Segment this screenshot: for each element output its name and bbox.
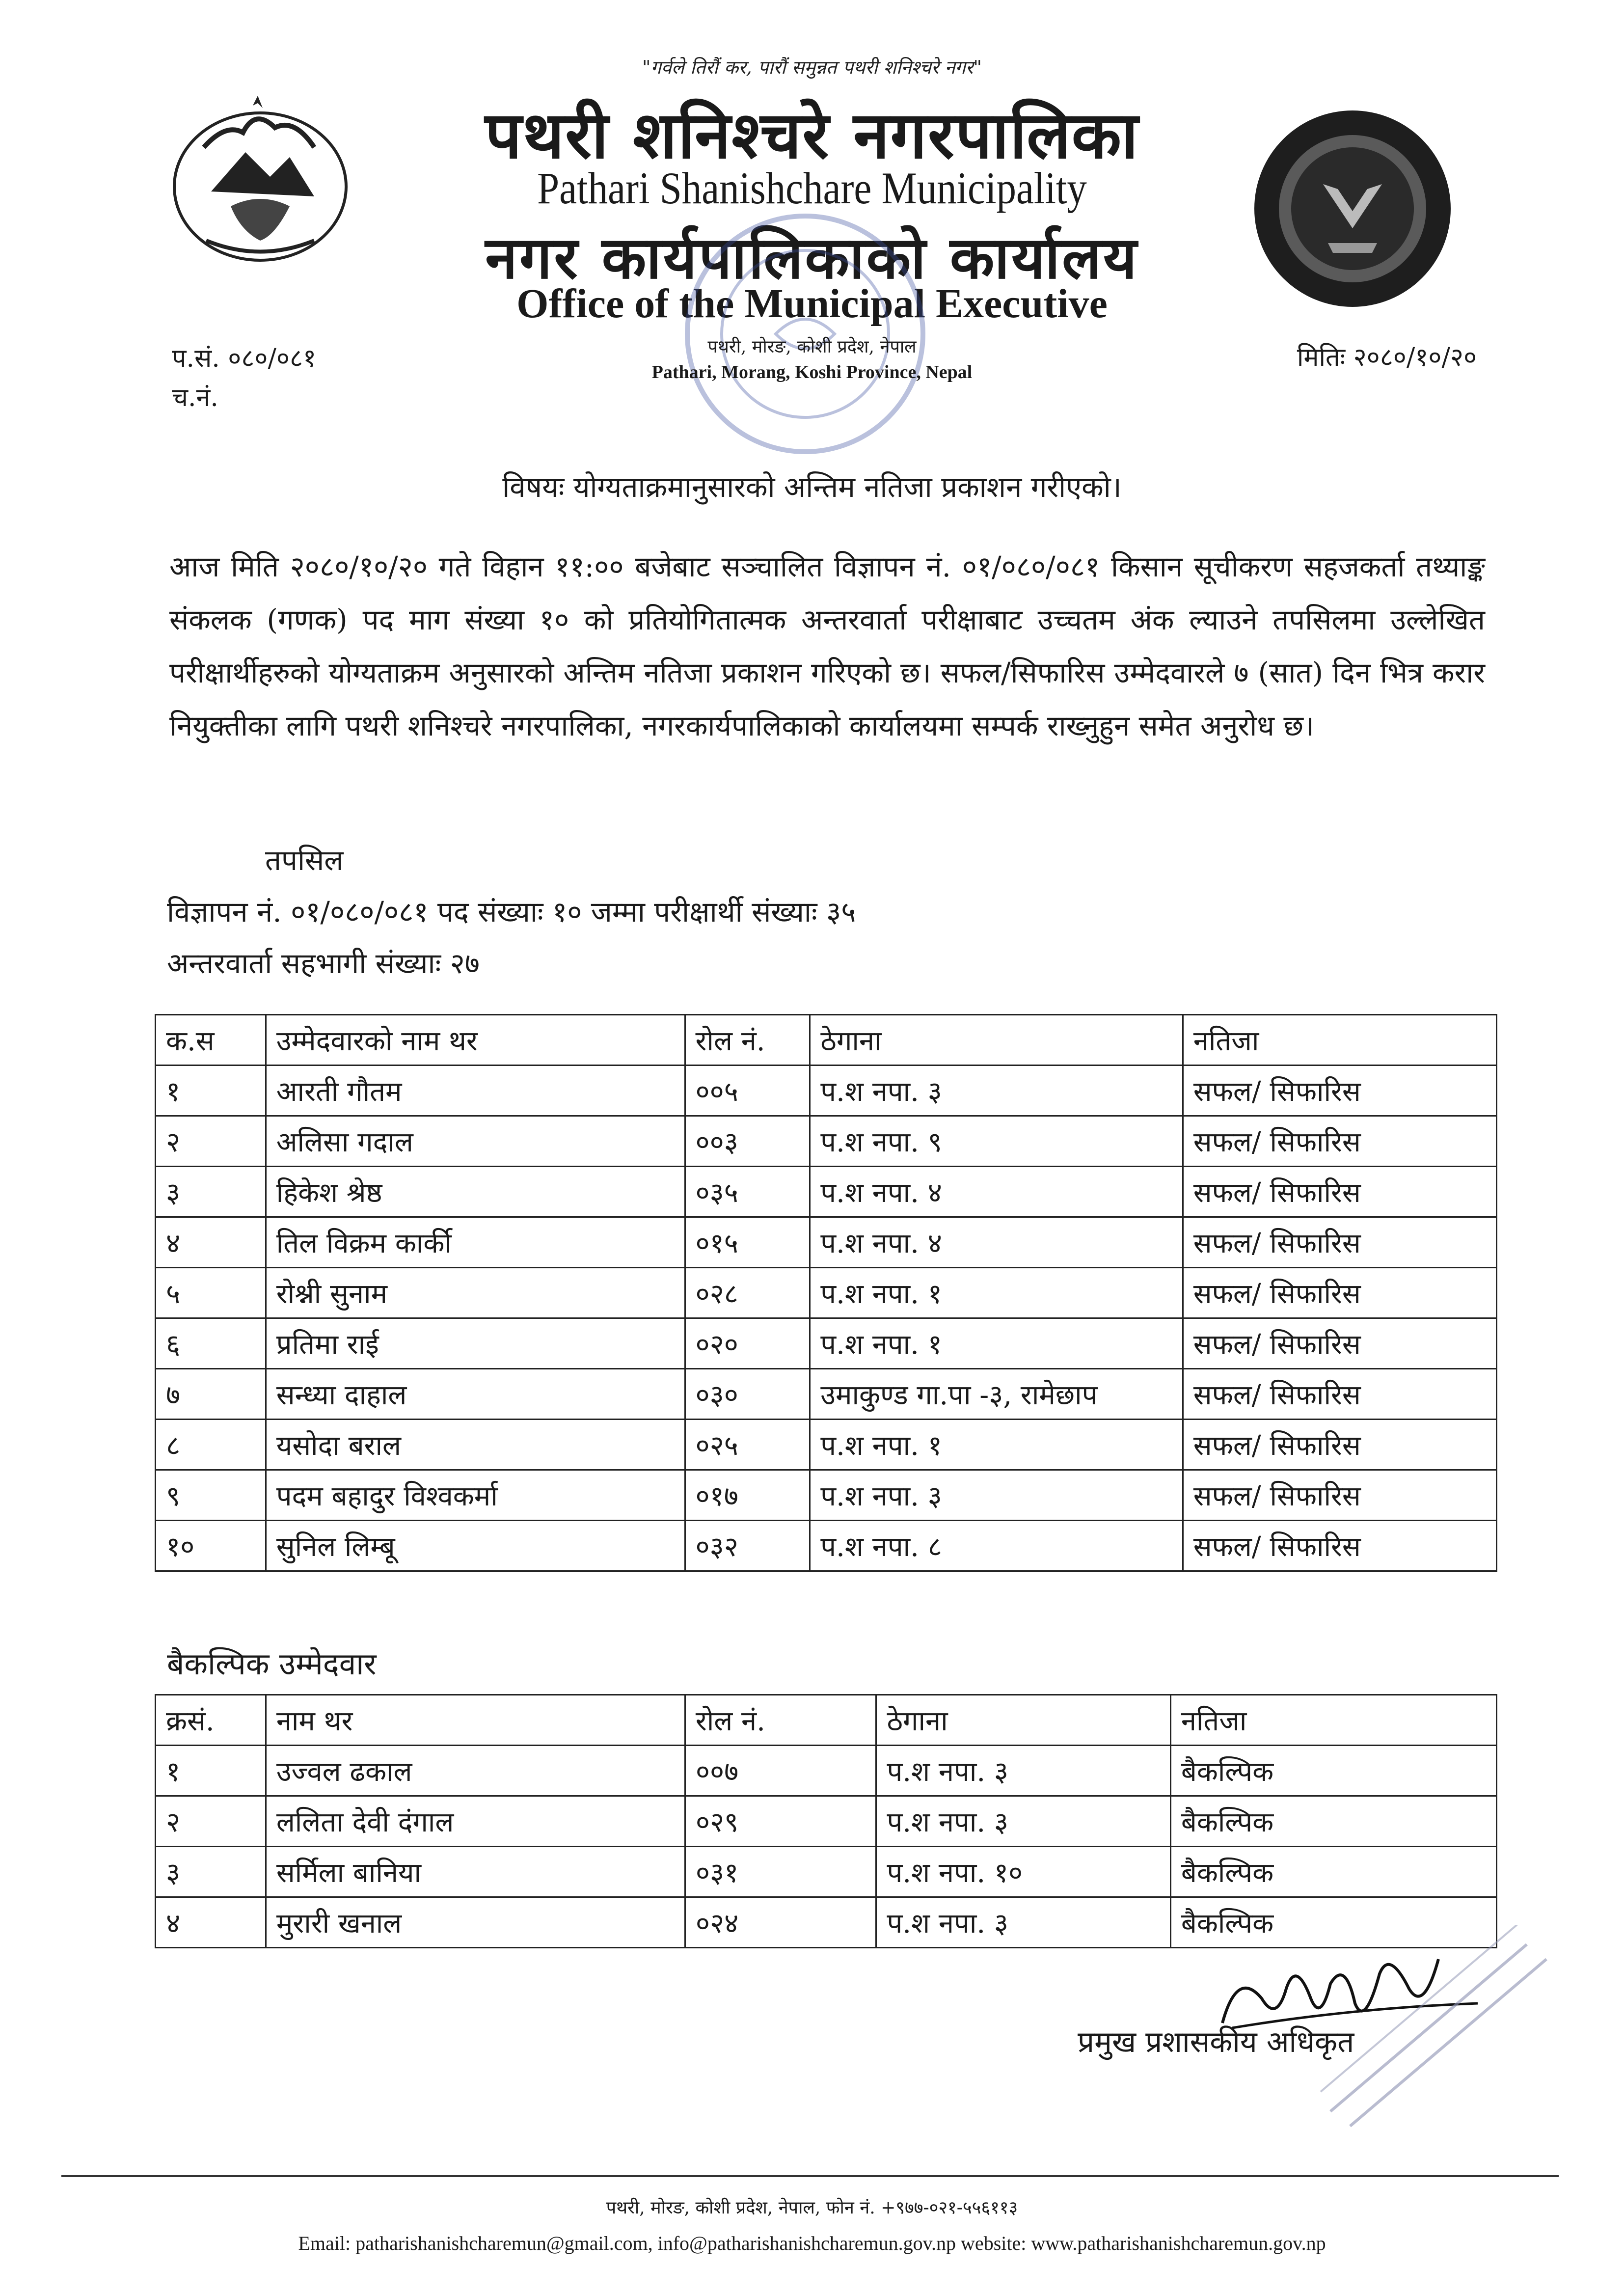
cell-name: आरती गौतम — [266, 1066, 685, 1116]
tapasil-label: तपसिल — [265, 844, 344, 877]
cell-name: रोश्नी सुनाम — [266, 1268, 685, 1318]
cell-address: प.श नपा. ९ — [810, 1116, 1183, 1167]
office-address-english: Pathari, Morang, Koshi Province, Nepal — [651, 362, 973, 383]
table-header-row — [156, 1015, 1497, 1066]
cell-roll: ०२८ — [685, 1268, 810, 1318]
cell-name: प्रतिमा राई — [266, 1318, 685, 1369]
office-address-nepali: पथरी, मोरङ, कोशी प्रदेश, नेपाल — [707, 337, 917, 357]
cell-name: सुनिल लिम्बू — [266, 1521, 685, 1571]
cell-roll: ०२५ — [685, 1420, 810, 1470]
cell-roll: ०२० — [685, 1318, 810, 1369]
table-row — [156, 1217, 1497, 1268]
cell-roll: ०३२ — [685, 1521, 810, 1571]
table-row — [156, 1167, 1497, 1217]
alternate-candidates-table — [155, 1694, 1497, 1948]
cell-serial: ६ — [156, 1318, 266, 1369]
signatory-title: प्रमुख प्रशासकीय अधिकृत — [1078, 2025, 1354, 2059]
cell-name: ललिता देवी दंगाल — [266, 1796, 685, 1847]
cell-address: प.श नपा. ८ — [810, 1521, 1183, 1571]
cell-serial: १० — [156, 1521, 266, 1571]
table-row — [156, 1847, 1497, 1897]
footer-divider — [61, 2175, 1559, 2177]
cell-address: प.श नपा. १ — [810, 1318, 1183, 1369]
office-name-nepali: नगर कार्यपालिकाको कार्यालय — [485, 223, 1139, 292]
cell-result: सफल/ सिफारिस — [1183, 1116, 1496, 1167]
cell-address: प.श नपा. १ — [810, 1268, 1183, 1318]
cell-serial: ८ — [156, 1420, 266, 1470]
cell-roll: ०३५ — [685, 1167, 810, 1217]
table-header-row — [156, 1695, 1497, 1746]
cell-name: यसोदा बराल — [266, 1420, 685, 1470]
cell-address: प.श नपा. १० — [876, 1847, 1170, 1897]
cell-roll: ००५ — [685, 1066, 810, 1116]
cell-address: प.श नपा. ४ — [810, 1217, 1183, 1268]
office-name-english: Office of the Municipal Executive — [516, 281, 1108, 327]
table-row — [156, 1066, 1497, 1116]
table-row — [156, 1521, 1497, 1571]
col-address: ठेगाना — [810, 1015, 1183, 1066]
letter-date: मितिः २०८०/१०/२० — [1297, 343, 1477, 372]
table-row — [156, 1268, 1497, 1318]
cell-serial: ५ — [156, 1268, 266, 1318]
cell-address: प.श नपा. ३ — [876, 1897, 1170, 1948]
cell-name: पदम बहादुर विश्वकर्मा — [266, 1470, 685, 1521]
cell-roll: ०२९ — [685, 1796, 876, 1847]
cell-roll: ००७ — [685, 1746, 876, 1796]
cell-serial: ४ — [156, 1897, 266, 1948]
cell-serial: २ — [156, 1796, 266, 1847]
cell-serial: २ — [156, 1116, 266, 1167]
cell-serial: १ — [156, 1746, 266, 1796]
cell-serial: ९ — [156, 1470, 266, 1521]
cell-name: सन्ध्या दाहाल — [266, 1369, 685, 1420]
cell-serial: १ — [156, 1066, 266, 1116]
alternate-candidates-heading: बैकल्पिक उम्मेदवार — [167, 1646, 377, 1682]
cell-result: सफल/ सिफारिस — [1183, 1521, 1496, 1571]
cell-result: सफल/ सिफारिस — [1183, 1066, 1496, 1116]
footer-address-phone: पथरी, मोरङ, कोशी प्रदेश, नेपाल, फोन नं. +९७७-०२१-५५६११३ — [606, 2198, 1018, 2218]
reference-block — [172, 339, 316, 417]
table-row — [156, 1420, 1497, 1470]
cell-result: बैकल्पिक — [1170, 1746, 1496, 1796]
cell-serial: ३ — [156, 1167, 266, 1217]
letter-subject: विषयः योग्यताक्रमानुसारको अन्तिम नतिजा प्रकाशन गरीएको। — [502, 470, 1122, 504]
col-serial: क्रसं. — [156, 1695, 266, 1746]
cell-name: हिकेश श्रेष्ठ — [266, 1167, 685, 1217]
table-row — [156, 1746, 1497, 1796]
col-name: नाम थर — [266, 1695, 685, 1746]
cell-roll: ०१५ — [685, 1217, 810, 1268]
cell-roll: ०१७ — [685, 1470, 810, 1521]
table-row — [156, 1470, 1497, 1521]
cell-name: सर्मिला बानिया — [266, 1847, 685, 1897]
cell-serial: ३ — [156, 1847, 266, 1897]
reference-number: प.सं. ०८०/०८१ — [172, 344, 317, 373]
cell-address: प.श नपा. ४ — [810, 1167, 1183, 1217]
cell-roll: ००३ — [685, 1116, 810, 1167]
cell-result: सफल/ सिफारिस — [1183, 1420, 1496, 1470]
cell-address: प.श नपा. ३ — [810, 1470, 1183, 1521]
cell-result: सफल/ सिफारिस — [1183, 1268, 1496, 1318]
cell-result: बैकल्पिक — [1170, 1796, 1496, 1847]
cell-serial: ७ — [156, 1369, 266, 1420]
cell-name: अलिसा गदाल — [266, 1116, 685, 1167]
cell-address: प.श नपा. १ — [810, 1420, 1183, 1470]
table-row — [156, 1796, 1497, 1847]
table-row — [156, 1318, 1497, 1369]
col-result: नतिजा — [1170, 1695, 1496, 1746]
col-roll-no: रोल नं. — [685, 1695, 876, 1746]
cell-result: बैकल्पिक — [1170, 1897, 1496, 1948]
cell-roll: ०२४ — [685, 1897, 876, 1948]
col-roll-no: रोल नं. — [685, 1015, 810, 1066]
letter-body: आज मिति २०८०/१०/२० गते विहान ११:०० बजेबाट सञ्चालित विज्ञापन नं. ०१/०८०/०८१ किसान सूचीकरण सहजकर्ता तथ्याङ्क संकलक (गणक) पद माग संख्या १० को प्रतियोगितात्मक अन्तरवार्ता परीक्षाबाट उच्चतम अंक ल्याउने तपसिलमा उल्लेखित परीक्षार्थीहरुको योग्यताक्रम अनुसारको अन्तिम नतिजा प्रकाशन गरिएको छ। सफल/सिफारिस उम्मेदवारले ७ (सात) दिन भित्र करार नियुक्तीका लागि पथरी शनिश्चरे नगरपालिका, नगरकार्यपालिकाको कार्यालयमा सम्पर्क राख्नुहुन समेत अनुरोध छ। — [169, 550, 1485, 742]
cell-result: सफल/ सिफारिस — [1183, 1369, 1496, 1420]
municipality-name-nepali: पथरी शनिश्चरे नगरपालिका — [485, 97, 1139, 173]
municipal-motto: "गर्वले तिरौं कर, पारौं समुन्नत पथरी शनिश्चरे नगर" — [642, 56, 982, 78]
cell-result: सफल/ सिफारिस — [1183, 1318, 1496, 1369]
municipality-name-english: Pathari Shanishchare Municipality — [537, 163, 1087, 213]
cell-address: प.श नपा. ३ — [876, 1746, 1170, 1796]
table-row — [156, 1369, 1497, 1420]
footer-contact-info: Email: patharishanishcharemun@gmail.com, info@patharishanishcharemun.gov.np website: www.patharishanishcharemun.gov.np — [298, 2232, 1326, 2254]
col-candidate-name: उम्मेदवारको नाम थर — [266, 1015, 685, 1066]
dispatch-number: च.नं. — [172, 383, 218, 412]
col-address: ठेगाना — [876, 1695, 1170, 1746]
advertisement-details: विज्ञापन नं. ०१/०८०/०८१ पद संख्याः १० जम्मा परीक्षार्थी संख्याः ३५ — [167, 895, 856, 929]
cell-address: प.श नपा. ३ — [810, 1066, 1183, 1116]
cell-roll: ०३१ — [685, 1847, 876, 1897]
results-table — [155, 1014, 1497, 1572]
cell-name: तिल विक्रम कार्की — [266, 1217, 685, 1268]
cell-address: प.श नपा. ३ — [876, 1796, 1170, 1847]
col-serial: क.स — [156, 1015, 266, 1066]
cell-result: सफल/ सिफारिस — [1183, 1470, 1496, 1521]
interview-participants: अन्तरवार्ता सहभागी संख्याः २७ — [167, 947, 480, 980]
cell-result: बैकल्पिक — [1170, 1847, 1496, 1897]
cell-result: सफल/ सिफारिस — [1183, 1167, 1496, 1217]
col-result: नतिजा — [1183, 1015, 1496, 1066]
cell-serial: ४ — [156, 1217, 266, 1268]
cell-roll: ०३० — [685, 1369, 810, 1420]
cell-name: मुरारी खनाल — [266, 1897, 685, 1948]
cell-name: उज्वल ढकाल — [266, 1746, 685, 1796]
table-row — [156, 1116, 1497, 1167]
cell-address: उमाकुण्ड गा.पा -३, रामेछाप — [810, 1369, 1183, 1420]
cell-result: सफल/ सिफारिस — [1183, 1217, 1496, 1268]
